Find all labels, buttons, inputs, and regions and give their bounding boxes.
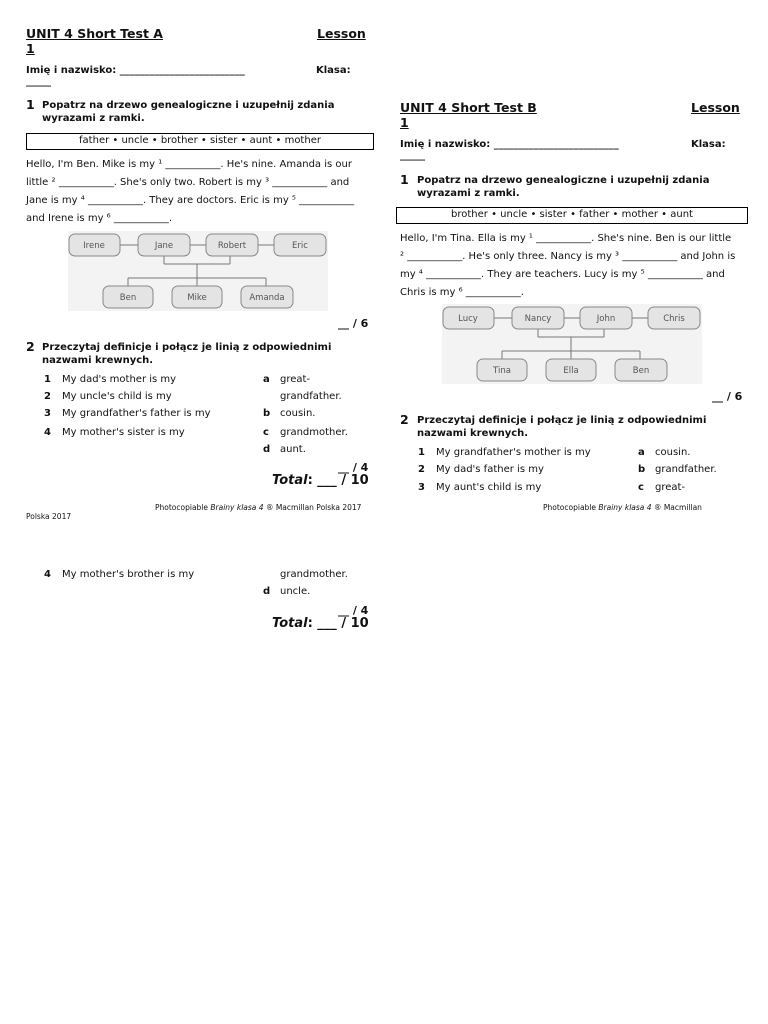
test-a-lesson-num: 1	[26, 41, 35, 56]
tree-person-nancy	[512, 307, 564, 329]
test-b-definition: 3 My aunt's child is my	[418, 482, 542, 493]
tree-person-mike	[172, 286, 222, 308]
test-b-footer: Photocopiable Brainy klasa 4 ® Macmillan	[543, 503, 702, 512]
test-b-score-ex1: __ / 6	[712, 390, 743, 403]
test-a-word-box: father • uncle • brother • sister • aunt • mother	[26, 133, 374, 150]
test-a-footer-overflow: Polska 2017	[26, 512, 72, 521]
svg-text:Mike: Mike	[187, 293, 207, 303]
test-b-ex1-number: 1	[400, 172, 409, 187]
tree-person-tina	[477, 359, 527, 381]
test-b-definition: 1 My grandfather's mother is my	[418, 447, 591, 458]
svg-text:Ben: Ben	[119, 293, 137, 303]
test-a-definition: 2 My uncle's child is my	[44, 391, 172, 402]
tree-person-chris	[648, 307, 700, 329]
svg-text:Jane: Jane	[154, 241, 174, 251]
overflow-total: Total: ___ / 10	[272, 616, 369, 631]
test-a-answer: d aunt.	[263, 444, 306, 455]
test-a-name-field: Imię i nazwisko: _________________________	[26, 65, 245, 76]
tree-person-eric	[274, 234, 326, 256]
test-b-name-field: Imię i nazwisko: _________________________	[400, 139, 619, 150]
test-a-answer: c grandmother.	[263, 427, 348, 438]
test-b-ex2-number: 2	[400, 412, 409, 427]
svg-text:Irene: Irene	[83, 241, 105, 251]
test-b-ex2-instruction: Przeczytaj definicje i połącz je linią z odpowiednimi nazwami krewnych.	[417, 415, 707, 439]
test-a-score-ex2: __ / 4	[338, 461, 369, 474]
test-b-paragraph: Hello, I'm Tina. Ella is my ¹ ___________. She's nine. Ben is our little ² ___________. He's only three. Nancy is my ³ ___________ and John is my ⁴ ___________. They are teachers. Lucy is my ⁵ ___________ and Chris is my ⁶ ___________.	[400, 233, 736, 298]
test-a-definition: 1 My dad's mother is my	[44, 374, 177, 385]
test-a-answer: grandfather.	[280, 391, 342, 402]
test-a-definition: 4 My mother's sister is my	[44, 427, 185, 438]
svg-text:Eric: Eric	[292, 241, 308, 251]
test-b-lesson: Lesson	[691, 100, 740, 115]
test-a-ex2-instruction: Przeczytaj definicje i połącz je linią z odpowiednimi nazwami krewnych.	[42, 342, 332, 366]
test-a-lesson: Lesson	[317, 26, 366, 41]
test-a-answer: b cousin.	[263, 408, 316, 419]
test-a-title: UNIT 4 Short Test A	[26, 26, 163, 41]
tree-person-ben	[103, 286, 153, 308]
test-a-ex1-instruction: Popatrz na drzewo genealogiczne i uzupełnij zdania wyrazami z ramki.	[42, 100, 335, 124]
test-a-total: Total: ___ / 10	[272, 473, 369, 488]
overflow-answer-cont: grandmother.	[280, 569, 348, 580]
svg-text:Chris: Chris	[663, 314, 685, 324]
svg-text:Robert: Robert	[217, 241, 247, 251]
test-a-family-tree	[68, 231, 328, 311]
test-b-title: UNIT 4 Short Test B	[400, 100, 537, 115]
test-a-score-ex1: __ / 6	[338, 317, 369, 330]
svg-text:Ben: Ben	[632, 366, 650, 376]
svg-text:Ella: Ella	[563, 366, 579, 376]
test-b-ex1-instruction: Popatrz na drzewo genealogiczne i uzupełnij zdania wyrazami z ramki.	[417, 175, 710, 199]
tree-person-ben	[615, 359, 667, 381]
svg-text:Lucy: Lucy	[458, 314, 478, 324]
svg-text:John: John	[596, 314, 616, 324]
test-a-answer: a great-	[263, 374, 311, 385]
test-a-ex1-number: 1	[26, 97, 35, 112]
overflow-definition: 4 My mother's brother is my	[44, 569, 195, 580]
tree-person-irene	[69, 234, 120, 256]
test-a-class-line: _____	[26, 76, 51, 87]
test-b-answer: b grandfather.	[638, 464, 717, 475]
tree-person-amanda	[241, 286, 293, 308]
test-a-ex2-number: 2	[26, 339, 35, 354]
tree-person-ella	[546, 359, 596, 381]
test-b-lesson-num: 1	[400, 115, 409, 130]
test-b-answer: a cousin.	[638, 447, 691, 458]
overflow-answer: d uncle.	[263, 586, 311, 597]
test-a-definition: 3 My grandfather's father is my	[44, 408, 211, 419]
tree-person-robert	[206, 234, 258, 256]
tree-person-jane	[138, 234, 190, 256]
test-b-class-line: _____	[400, 150, 425, 161]
tree-person-john	[580, 307, 632, 329]
test-a-paragraph: Hello, I'm Ben. Mike is my ¹ ___________. He's nine. Amanda is our little ² ___________. She's only two. Robert is my ³ ___________ and Jane is my ⁴ ___________. They are doctors. Eric is my ⁵ ___________ and Irene is my ⁶ ___________.	[26, 159, 355, 224]
svg-text:Amanda: Amanda	[249, 293, 285, 303]
tree-person-lucy	[443, 307, 494, 329]
test-a-class-label: Klasa:	[316, 65, 351, 76]
test-b-class-label: Klasa:	[691, 139, 726, 150]
overflow-score: __ / 4	[338, 604, 369, 617]
test-b-family-tree	[442, 304, 702, 384]
svg-text:Nancy: Nancy	[524, 314, 552, 324]
test-b-definition: 2 My dad's father is my	[418, 464, 544, 475]
test-a-footer: Photocopiable Brainy klasa 4 ® Macmillan Polska 2017	[155, 503, 362, 512]
test-b-word-box: brother • uncle • sister • father • mother • aunt	[396, 207, 748, 224]
svg-text:Tina: Tina	[493, 366, 511, 376]
test-b-answer: c great-	[638, 482, 686, 493]
